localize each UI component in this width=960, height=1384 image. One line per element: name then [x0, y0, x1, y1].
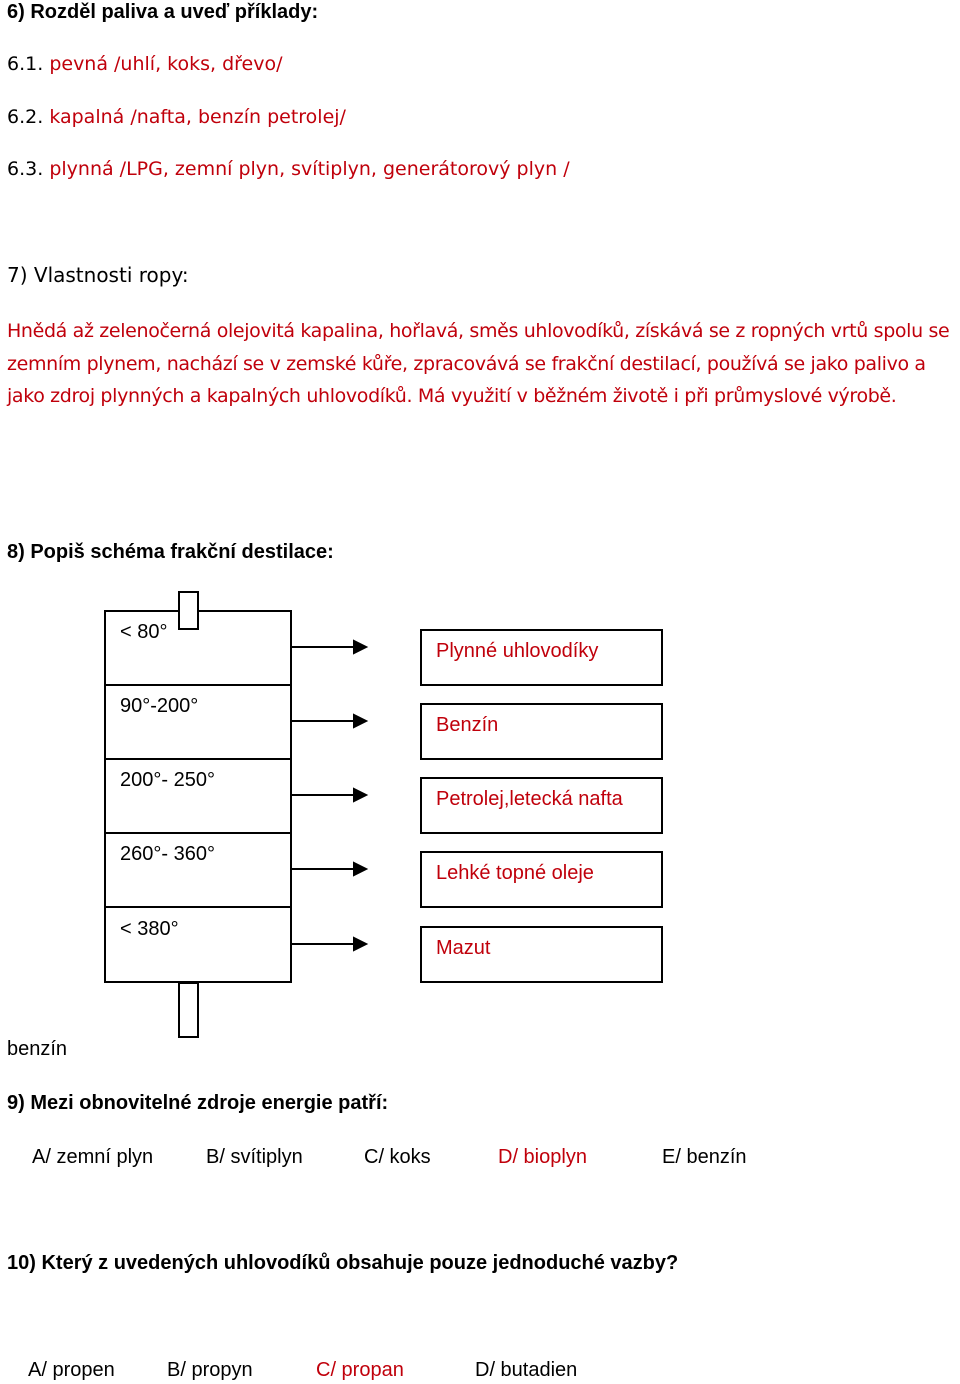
q10-option-b: B/ propyn	[167, 1359, 253, 1381]
column-label-4: 260°- 360°	[120, 843, 215, 865]
output-label-2: Benzín	[436, 714, 499, 736]
output-label-1: Plynné uhlovodíky	[436, 640, 599, 662]
arrow-2-head	[354, 715, 366, 727]
q6-item-3-text: plynná /LPG, zemní plyn, svítiplyn, generátorový plyn /	[49, 158, 570, 180]
q10-option-c-answer: C/ propan	[316, 1359, 404, 1381]
q6-item-1-text: pevná /uhlí, koks, dřevo/	[49, 53, 283, 75]
q10-option-d: D/ butadien	[475, 1359, 578, 1381]
q7-title: 7) Vlastnosti ropy:	[7, 263, 189, 287]
arrow-3-head	[354, 789, 366, 801]
output-label-5: Mazut	[436, 937, 491, 959]
q9-option-e: E/ benzín	[662, 1146, 747, 1168]
column-label-1: < 80°	[120, 621, 168, 643]
arrow-1-head	[354, 641, 366, 653]
q9-option-a: A/ zemní plyn	[32, 1146, 154, 1168]
q9-option-d-answer: D/ bioplyn	[498, 1146, 587, 1168]
q8-bottom-note: benzín	[7, 1038, 68, 1060]
output-label-4: Lehké topné oleje	[436, 862, 594, 884]
q9-option-b: B/ svítiplyn	[206, 1146, 303, 1168]
arrow-4-head	[354, 863, 366, 875]
q9-title: 9) Mezi obnovitelné zdroje energie patří:	[7, 1092, 389, 1114]
q10-option-a: A/ propen	[28, 1359, 115, 1381]
q7-answer-paragraph: Hnědá až zelenočerná olejovitá kapalina, hořlavá, směs uhlovodíků, získává se z ropných vrtů spolu se zemním plynem, nachází se v zemské kůře, zpracovává se frakční destilací, používá se jako palivo a jako zdroj plynných a kapalných uhlovodíků. Má využití v běžném životě i při průmyslové výrobě.	[7, 320, 950, 407]
q8-title: 8) Popiš schéma frakční destilace:	[7, 541, 334, 563]
q6-item-2-number: 6.2.	[7, 106, 44, 128]
q6-item-2-text: kapalná /nafta, benzín petrolej/	[49, 106, 346, 128]
q10-title: 10) Který z uvedených uhlovodíků obsahuje pouze jednoduché vazby?	[7, 1252, 679, 1274]
q6-item-1-number: 6.1.	[7, 53, 44, 75]
output-label-3: Petrolej,letecká nafta	[436, 788, 623, 810]
column-label-5: < 380°	[120, 918, 179, 940]
column-label-2: 90°-200°	[120, 695, 199, 717]
q6-item-3-number: 6.3.	[7, 158, 44, 180]
column-label-3: 200°- 250°	[120, 769, 215, 791]
column-bottom-pipe	[179, 983, 198, 1037]
q6-title: 6) Rozděl paliva a uveď příklady:	[7, 1, 319, 23]
q9-option-c: C/ koks	[364, 1146, 431, 1168]
arrow-5-head	[354, 938, 366, 950]
